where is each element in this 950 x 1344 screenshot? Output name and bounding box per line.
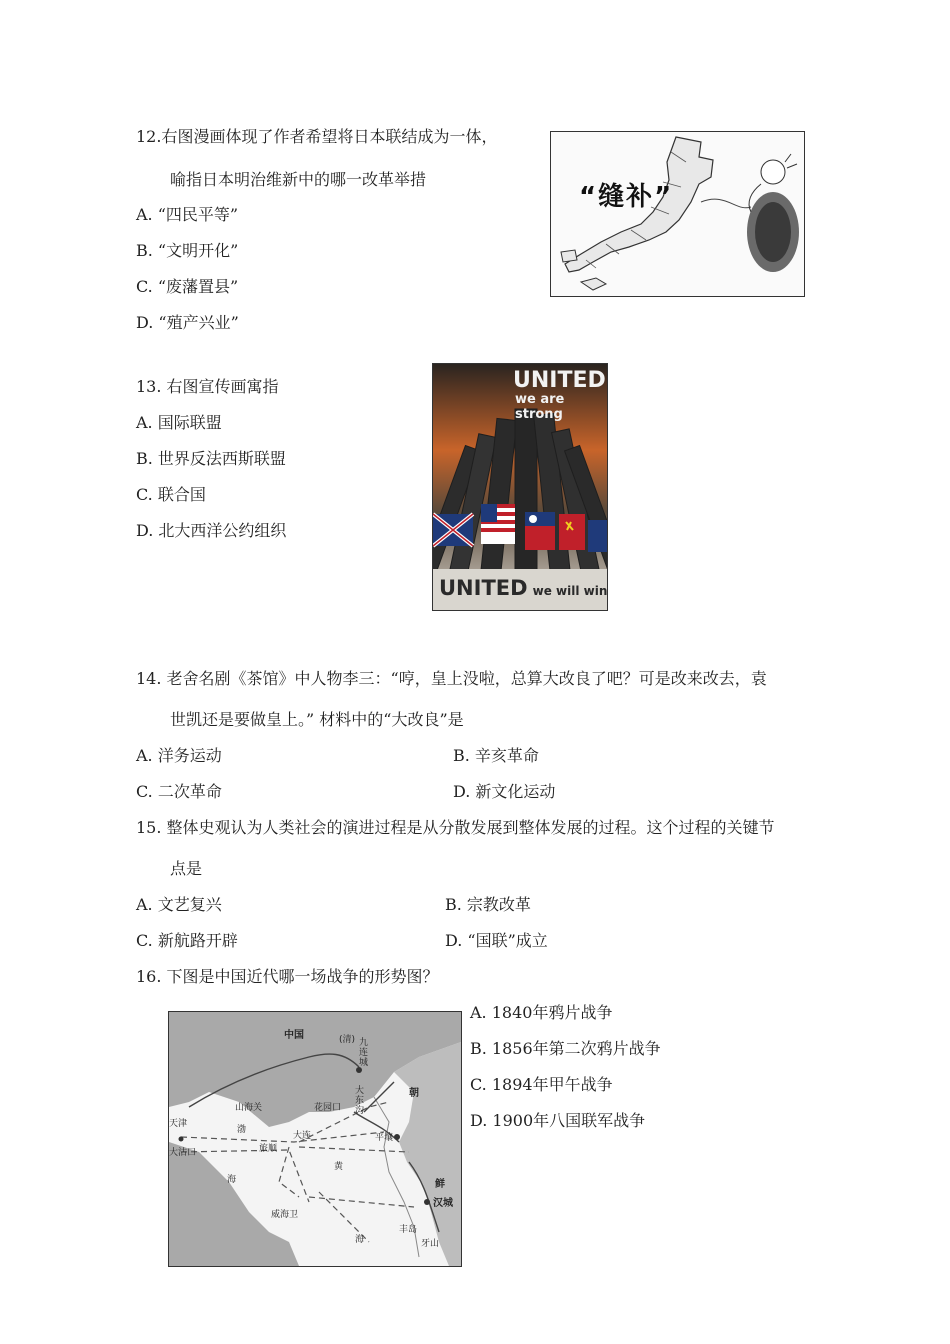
map-label-bo2: 海: [227, 1175, 237, 1185]
map-label-huayuankou: 花园口: [314, 1103, 342, 1113]
q14-option-b: B. 辛亥革命: [453, 746, 539, 765]
poster-subtitle: we are strong: [515, 392, 565, 422]
map-label-weihaiwei: 威海卫: [271, 1210, 299, 1220]
q12-cartoon-caption: “缝补”: [579, 182, 674, 212]
map-label-dalian: 大连: [293, 1131, 312, 1141]
map-label-yashan: 牙山: [421, 1239, 440, 1249]
q15-stem-line2: 点是: [170, 859, 203, 878]
q16-war-map-figure: [168, 1011, 462, 1267]
q14-stem-line1: 14. 老舍名剧《茶馆》中人物李三：“哼，皇上没啦，总算大改良了吧？可是改来改去，袁: [136, 669, 767, 688]
q12-option-d: D. “殖产兴业”: [136, 313, 239, 332]
q14-option-a: A. 洋务运动: [136, 746, 222, 765]
q12-stem-line1: 12.右图漫画体现了作者希望将日本联结成为一体，: [136, 127, 498, 146]
map-label-huang: 黄: [334, 1162, 344, 1172]
q12-option-a: A. “四民平等”: [136, 205, 239, 224]
poster-bottom-line: [439, 576, 607, 600]
q14-option-d: D. 新文化运动: [453, 782, 556, 801]
q16-option-d: D. 1900年八国联军战争: [470, 1111, 646, 1130]
q12-option-c: C. “废藩置县”: [136, 277, 239, 296]
q13-poster-figure: [432, 363, 608, 611]
poster-bottom-small: we will win: [532, 584, 608, 598]
q14-option-c: C. 二次革命: [136, 782, 222, 801]
map-label-chao: 朝: [409, 1088, 419, 1099]
map-label-dadonggou: 大东沟: [355, 1086, 365, 1116]
map-label-jiuliancheng: 九连城: [359, 1038, 369, 1068]
q16-stem: 16. 下图是中国近代哪一场战争的形势图？: [136, 967, 439, 986]
poster-bottom-big: UNITED: [439, 576, 528, 600]
q15-stem-line1: 15. 整体史观认为人类社会的演进过程是从分散发展到整体发展的过程。这个过程的关键节: [136, 818, 775, 837]
map-label-dagukou: 大沽口: [169, 1148, 197, 1158]
q15-option-a: A. 文艺复兴: [136, 895, 222, 914]
map-label-qing: (清): [339, 1035, 356, 1045]
poster-title: UNITED: [513, 368, 606, 393]
map-label-pingrang: 平壤: [375, 1133, 394, 1143]
map-label-hai: 海: [355, 1235, 365, 1245]
map-label-bo1: 渤: [237, 1125, 247, 1135]
q16-option-c: C. 1894年甲午战争: [470, 1075, 613, 1094]
q13-option-b: B. 世界反法西斯联盟: [136, 449, 286, 468]
q13-option-c: C. 联合国: [136, 485, 206, 504]
map-label-fengdao: 丰岛: [399, 1225, 418, 1235]
map-label-tianjin: 天津: [169, 1119, 188, 1129]
map-label-china: 中国: [284, 1030, 304, 1041]
q16-option-b: B. 1856年第二次鸦片战争: [470, 1039, 661, 1058]
q12-option-b: B. “文明开化”: [136, 241, 239, 260]
q15-option-c: C. 新航路开辟: [136, 931, 238, 950]
japan-map-cartoon: [551, 132, 804, 296]
q13-option-d: D. 北大西洋公约组织: [136, 521, 287, 540]
q12-stem-line2: 喻指日本明治维新中的哪一改革举措: [170, 170, 427, 189]
q12-cartoon-figure: [550, 131, 805, 297]
map-label-hancheng: 汉城: [433, 1198, 453, 1209]
map-label-lvshun: 旅顺: [259, 1144, 278, 1154]
q13-option-a: A. 国际联盟: [136, 413, 222, 432]
q13-stem: 13. 右图宣传画寓指: [136, 377, 279, 396]
map-label-shanhaiguan: 山海关: [235, 1103, 263, 1113]
q15-option-b: B. 宗教改革: [445, 895, 531, 914]
q14-stem-line2: 世凯还是要做皇上。” 材料中的“大改良”是: [170, 710, 464, 729]
q16-option-a: A. 1840年鸦片战争: [470, 1003, 613, 1022]
war-situation-map: [169, 1012, 461, 1266]
map-label-xian: 鲜: [435, 1179, 445, 1190]
q15-option-d: D. “国联”成立: [445, 931, 548, 950]
